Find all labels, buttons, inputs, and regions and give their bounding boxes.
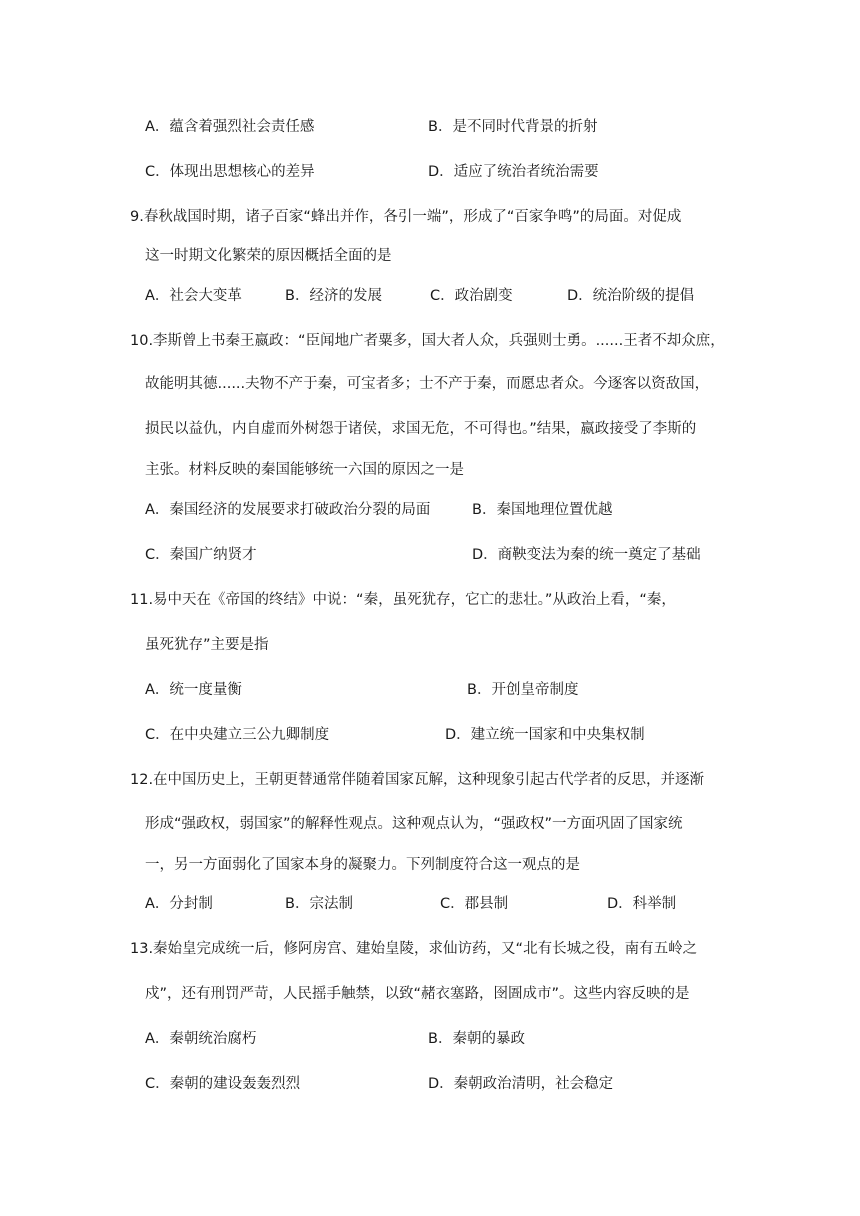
q13-option-b: B．秦朝的暴政 (428, 1031, 525, 1047)
q12-stem-line-3: 一，另一方面弱化了国家本身的凝聚力。下列制度符合这一观点的是 (145, 857, 580, 873)
q13-option-a: A．秦朝统治腐朽 (145, 1031, 257, 1047)
q11-option-a: A．统一度量衡 (145, 682, 242, 698)
q12-option-b: B．宗法制 (285, 896, 353, 912)
q10-stem-line-2: 故能明其德......夫物不产于秦，可宝者多；士不产于秦，而愿忠者众。今逐客以资敌国， (145, 376, 710, 392)
q8-option-c: C．体现出思想核心的差异 (145, 164, 315, 180)
q9-option-d: D．统治阶级的提倡 (567, 288, 695, 304)
q8-option-d: D．适应了统治者统治需要 (428, 164, 599, 180)
q9-option-b: B．经济的发展 (285, 288, 382, 304)
q10-option-c: C．秦国广纳贤才 (145, 547, 257, 563)
q10-stem-line-1: 10.李斯曾上书秦王嬴政：“臣闻地广者粟多，国大者人众，兵强则士勇。......王者不却众庶， (130, 333, 725, 349)
q12-option-d: D．科举制 (607, 896, 677, 912)
q9-option-a: A．社会大变革 (145, 288, 242, 304)
q9-stem-line-2: 这一时期文化繁荣的原因概括全面的是 (145, 248, 392, 264)
q10-stem-line-3: 损民以益仇，内自虚而外树怨于诸侯，求国无危，不可得也。”结果，嬴政接受了李斯的 (145, 421, 697, 437)
q13-option-c: C．秦朝的建设轰轰烈烈 (145, 1076, 301, 1092)
q9-stem-line-1: 9.春秋战国时期，诸子百家“蜂出并作，各引一端”，形成了“百家争鸣”的局面。对促成 (130, 209, 682, 225)
q11-option-c: C．在中央建立三公九卿制度 (145, 727, 330, 743)
q13-stem-line-1: 13.秦始皇完成统一后，修阿房宫、建始皇陵，求仙访药，又“北有长城之役，南有五岭之 (130, 941, 698, 957)
q12-option-a: A．分封制 (145, 896, 213, 912)
q10-option-d: D．商鞅变法为秦的统一奠定了基础 (472, 547, 701, 563)
q12-option-c: C．郡县制 (440, 896, 509, 912)
q8-option-a: A．蕴含着强烈社会责任感 (145, 119, 315, 135)
q9-option-c: C．政治剧变 (430, 288, 513, 304)
q10-option-b: B．秦国地理位置优越 (472, 502, 613, 518)
q11-option-d: D．建立统一国家和中央集权制 (445, 727, 645, 743)
q12-stem-line-2: 形成“强政权，弱国家”的解释性观点。这种观点认为，“强政权”一方面巩固了国家统 (145, 816, 683, 832)
q10-option-a: A．秦国经济的发展要求打破政治分裂的局面 (145, 502, 431, 518)
q13-stem-line-2: 戍”，还有刑罚严苛，人民摇手触禁，以致“赭衣塞路，囹圄成市”。这些内容反映的是 (145, 986, 690, 1002)
q8-option-b: B．是不同时代背景的折射 (428, 119, 598, 135)
q10-stem-line-4: 主张。材料反映的秦国能够统一六国的原因之一是 (145, 462, 464, 478)
q12-stem-line-1: 12.在中国历史上，王朝更替通常伴随着国家瓦解，这种现象引起古代学者的反思，并逐渐 (130, 772, 705, 788)
q11-stem-line-2: 虽死犹存”主要是指 (145, 637, 269, 653)
q11-option-b: B．开创皇帝制度 (467, 682, 579, 698)
q11-stem-line-1: 11.易中天在《帝国的终结》中说：“秦，虽死犹存，它亡的悲壮。”从政治上看，“秦， (130, 592, 676, 608)
q13-option-d: D．秦朝政治清明，社会稳定 (428, 1076, 614, 1092)
